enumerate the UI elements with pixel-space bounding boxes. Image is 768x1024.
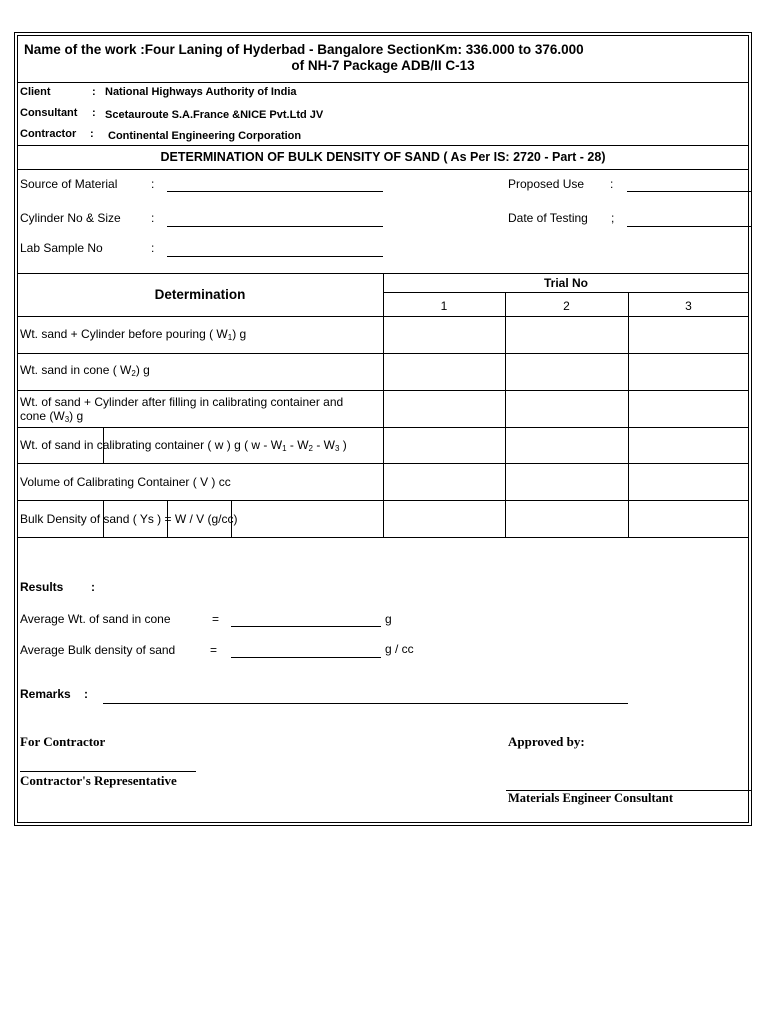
contractor-value: Continental Engineering Corporation: [108, 130, 302, 142]
results-label: Results: [20, 580, 64, 594]
client-colon: :: [92, 86, 96, 98]
date-colon: ;: [611, 211, 615, 225]
lab-sample-input-line[interactable]: [167, 256, 383, 257]
trial-2: 2: [563, 299, 570, 313]
determination-header: Determination: [154, 287, 246, 302]
contractor-representative-label: Contractor's Representative: [20, 773, 177, 788]
divider: [17, 169, 749, 170]
row-6-label: Bulk Density of sand ( Ys ) = W / V (g/cc): [20, 512, 238, 526]
work-title-line1: Name of the work :Four Laning of Hyderbad - Bangalore SectionKm: 336.000 to 376.000: [24, 42, 584, 57]
avg-wt-eq: =: [212, 612, 220, 626]
proposed-use-label: Proposed Use: [508, 177, 585, 191]
table-bottom: [17, 537, 749, 538]
avg-bd-label: Average Bulk density of sand: [20, 643, 176, 657]
trial-3: 3: [685, 299, 692, 313]
consultant-label: Consultant: [20, 107, 78, 119]
contractor-signature-line[interactable]: [20, 771, 196, 772]
row-divider: [17, 463, 749, 464]
avg-bd-unit: g / cc: [385, 642, 414, 656]
row-divider: [17, 500, 749, 501]
contractor-label: Contractor: [20, 128, 77, 140]
avg-wt-label: Average Wt. of sand in cone: [20, 612, 171, 626]
avg-wt-unit: g: [385, 612, 392, 626]
row-2-label: Wt. sand in cone ( $W_2$) g: [20, 363, 150, 378]
cylinder-colon: :: [151, 211, 155, 225]
for-contractor-label: For Contractor: [20, 734, 106, 749]
avg-bd-eq: =: [210, 643, 218, 657]
divider: [17, 145, 749, 146]
row-1-label: Wt. sand + Cylinder before pouring ( $W_1$) g: [20, 327, 247, 342]
contractor-colon: :: [90, 128, 94, 140]
source-label: Source of Material: [20, 177, 118, 191]
row-divider: [17, 390, 749, 391]
client-label: Client: [20, 86, 51, 98]
trial-header: Trial No: [543, 276, 588, 290]
avg-wt-input-line[interactable]: [231, 626, 381, 627]
approved-by-label: Approved by:: [508, 734, 585, 749]
remarks-input-line[interactable]: [103, 703, 628, 704]
row-divider: [17, 316, 749, 317]
row-4-label: Wt. of sand in calibrating container ( w ) g ( w - $W_1 - W_2 - W_3$ ): [20, 438, 347, 453]
cylinder-input-line[interactable]: [167, 226, 383, 227]
client-value: National Highways Authority of India: [105, 86, 297, 98]
consultant-value: Scetauroute S.A.France &NICE Pvt.Ltd JV: [105, 109, 324, 121]
lab-sample-colon: :: [151, 241, 155, 255]
proposed-use-input-line[interactable]: [627, 191, 751, 192]
divider: [17, 82, 749, 83]
trial-1: 1: [440, 299, 448, 313]
consultant-colon: :: [92, 107, 96, 119]
proposed-use-colon: :: [610, 177, 614, 191]
cylinder-label: Cylinder No & Size: [20, 211, 121, 225]
results-colon: :: [91, 580, 95, 594]
date-label: Date of Testing: [508, 211, 588, 225]
work-title-line2: of NH-7 Package ADB/II C-13: [291, 58, 475, 73]
date-input-line[interactable]: [627, 226, 751, 227]
row-divider: [17, 353, 749, 354]
materials-engineer-label: Materials Engineer Consultant: [508, 791, 674, 805]
avg-bd-input-line[interactable]: [231, 657, 381, 658]
lab-sample-label: Lab Sample No: [20, 241, 103, 255]
remarks-label: Remarks: [20, 687, 71, 701]
row-divider: [17, 427, 749, 428]
trial-divider: [383, 292, 749, 293]
remarks-colon: :: [84, 687, 88, 701]
source-colon: :: [151, 177, 155, 191]
source-input-line[interactable]: [167, 191, 383, 192]
row-3-label: Wt. of sand + Cylinder after filling in calibrating container and cone $(W_3)$ g: [20, 395, 344, 424]
row-5-label: Volume of Calibrating Container ( V ) cc: [20, 475, 231, 489]
form-title: DETERMINATION OF BULK DENSITY OF SAND ( As Per IS: 2720 - Part - 28): [160, 150, 606, 164]
